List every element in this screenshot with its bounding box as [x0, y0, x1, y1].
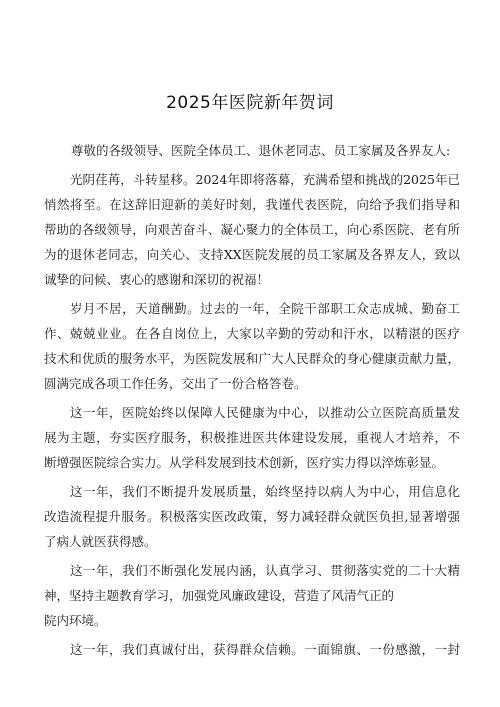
paragraph-line: 圆满完成各项工作任务，交出了一份合格答卷。 — [44, 376, 307, 391]
paragraph-line: 了病人就医获得感。 — [44, 534, 157, 549]
paragraph-line: 为的退休老同志，向关心、支持XX医院发展的员工家属及各界友人，致以 — [44, 247, 460, 262]
paragraph-line: 院内环境。 — [44, 613, 107, 628]
paragraph — [44, 637, 460, 662]
paragraph-line: 帮助的各级领导，向艰苦奋斗、凝心聚力的全体员工，向心系医院、老有所 — [44, 222, 460, 237]
paragraph-line: 技术和优质的服务水平，为医院发展和广大人民群众的身心健康贡献力量， — [44, 351, 460, 366]
paragraph-line: 改造流程提升服务。积极落实医改政策，努力减轻群众就医负担,显著增强 — [44, 509, 460, 524]
paragraph — [44, 558, 460, 633]
paragraph-line: 诚挚的问候、衷心的感谢和深切的祝福！ — [44, 272, 270, 287]
paragraph-line: 悄然将至。在这辞旧迎新的美好时刻，我谨代表医院，向给予我们指导和 — [44, 197, 460, 212]
paragraph-line: 这一年，医院始终以保障人民健康为中心，以推动公立医院高质量发 — [70, 405, 460, 420]
paragraph — [44, 479, 460, 554]
paragraph-line: 光阴荏苒，斗转星移。2024年即将落幕，充满希望和挑战的2025年已 — [70, 172, 460, 187]
salutation: 尊敬的各级领导、医院全体员工、退休老同志、员工家属及各界友人: — [71, 143, 451, 158]
paragraph-line: 展为主题，夯实医疗服务，积极推进医共体建设发展，重视人才培养，不 — [44, 430, 460, 445]
document-title: 2025年医院新年贺词 — [166, 93, 334, 113]
paragraph-line: 这一年，我们不断强化发展内涵，认真学习、贯彻落实党的二十大精 — [70, 563, 460, 578]
paragraph-line: 作、兢兢业业。在各自岗位上，大家以辛勤的劳动和汗水，以精湛的医疗 — [44, 326, 460, 341]
paragraph — [44, 296, 460, 396]
paragraph-line: 岁月不居，天道酬勤。过去的一年，全院干部职工众志成城、勤奋工 — [70, 301, 460, 316]
document-body — [44, 138, 460, 662]
paragraph-line: 这一年，我们不断提升发展质量，始终坚持以病人为中心，用信息化 — [70, 484, 460, 499]
paragraph-line: 神，坚持主题教育学习，加强党风廉政建设，营造了风清气正的 — [44, 588, 395, 603]
paragraph — [44, 167, 460, 292]
paragraph-line: 断增强医院综合实力。从学科发展到技术创新，医疗实力得以淬炼彰显。 — [44, 455, 445, 470]
paragraph — [44, 400, 460, 475]
paragraph-line: 这一年，我们真诚付出，获得群众信赖。一面锦旗、一份感激，一封 — [70, 642, 460, 657]
